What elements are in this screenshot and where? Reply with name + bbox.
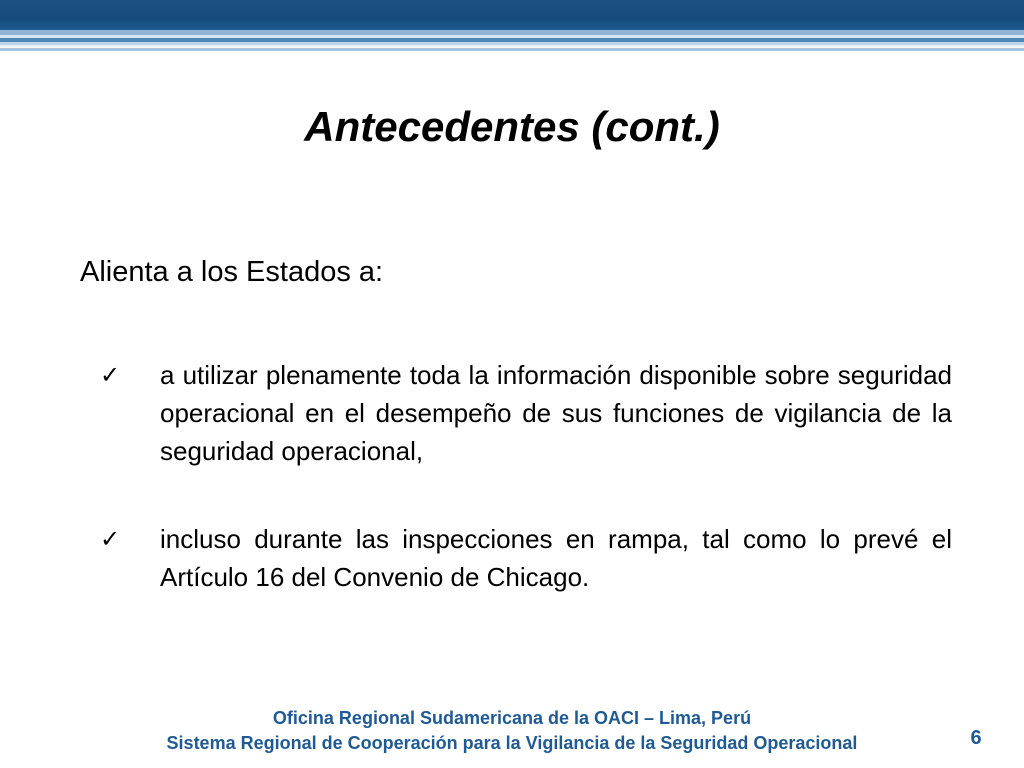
- slide-title: Antecedentes (cont.): [304, 103, 720, 150]
- banner-stripe: [0, 48, 1024, 51]
- check-icon: ✓: [100, 525, 121, 553]
- check-icon: ✓: [100, 361, 121, 389]
- footer-office: Oficina Regional Sudamericana de la OACI – Lima, Perú: [272, 708, 752, 728]
- bullet-item: [100, 356, 952, 470]
- bullet-item: [100, 520, 952, 596]
- footer-system: Sistema Regional de Cooperación para la Vigilancia de la Seguridad Operacional: [166, 733, 858, 753]
- bullet-text: a utilizar plenamente toda la información disponible sobre seguridad operacional en el desempeño de sus funciones de vigilancia de la seguridad operacional,: [160, 360, 952, 466]
- top-banner: [0, 0, 1024, 30]
- page-number: 6: [970, 727, 982, 749]
- banner-stripe: [0, 45, 1024, 47]
- intro-text: Alienta a los Estados a:: [80, 256, 384, 288]
- bullet-text: incluso durante las inspecciones en rampa, tal como lo prevé el Artículo 16 del Convenio de Chicago.: [160, 524, 952, 592]
